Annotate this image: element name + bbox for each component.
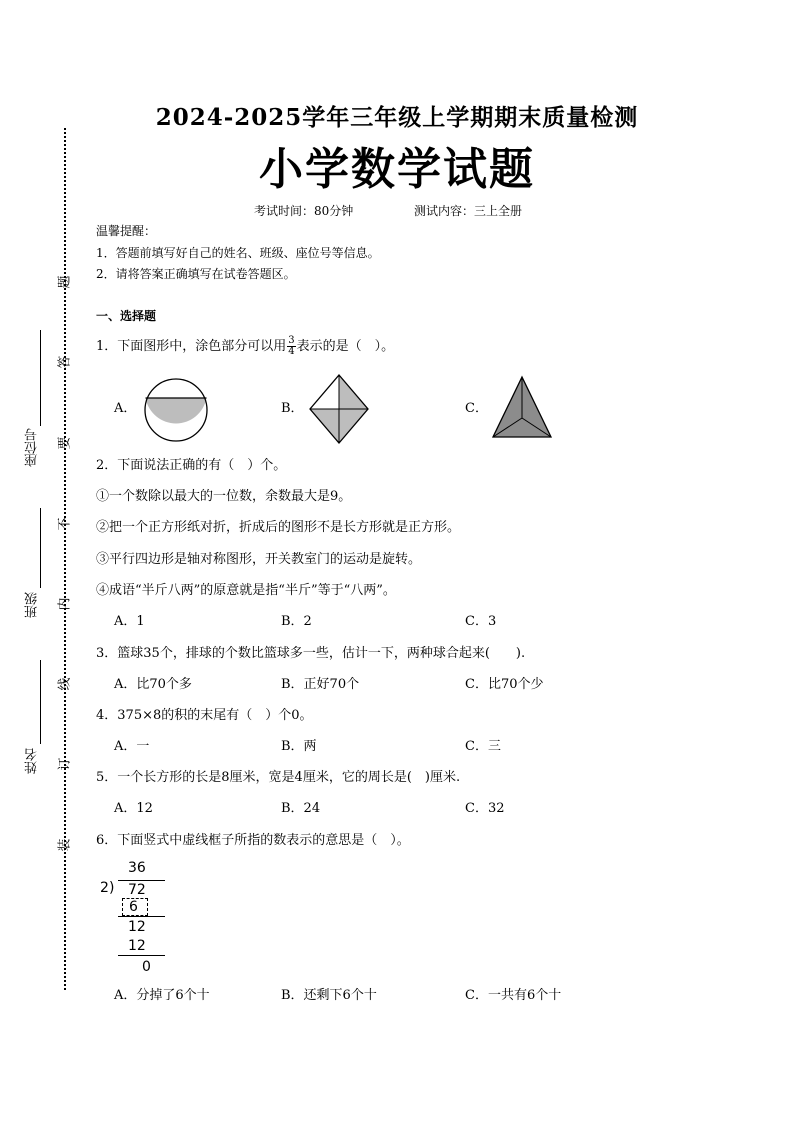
binding-char: 要 [57, 436, 73, 450]
class-blank[interactable] [40, 508, 41, 588]
q2-statement: ①一个数除以最大的一位数，余数最大是9。 [96, 489, 352, 504]
binding-char: 题 [57, 275, 73, 289]
fraction-numerator: 3 [288, 335, 295, 346]
question-1-stem [96, 336, 394, 358]
notice-heading: 温馨提醒： [96, 224, 157, 238]
q1-option-b[interactable]: B． [281, 401, 304, 416]
division-bracket: ) [109, 880, 115, 896]
q5-option-c[interactable]: C．32 [465, 801, 505, 816]
q3-option-a[interactable]: A．比70个多 [114, 677, 192, 692]
circle-figure [142, 378, 210, 442]
question-6-stem: 6．下面竖式中虚线框子所指的数表示的意思是（ ）。 [96, 833, 410, 848]
class-label: 班级 [25, 592, 40, 618]
q2-statement: ③平行四边形是轴对称图形，开关教室门的运动是旋转。 [96, 552, 422, 567]
binding-char: 内 [57, 597, 73, 611]
seat-number-blank[interactable] [40, 330, 41, 426]
binding-dotted-line [64, 128, 66, 990]
q2-option-b[interactable]: B．2 [281, 614, 312, 629]
question-3-stem: 3．篮球35个，排球的个数比篮球多一些，估计一下，两种球合起来( ). [96, 646, 526, 661]
q2-statement: ④成语“半斤八两”的原意就是指“半斤”等于“八两”。 [96, 583, 396, 598]
q1-option-a[interactable]: A． [114, 401, 137, 416]
q3-option-b[interactable]: B．正好70个 [281, 677, 360, 692]
division-line [118, 916, 165, 917]
q5-option-a[interactable]: A．12 [114, 801, 153, 816]
q5-option-b[interactable]: B．24 [281, 801, 321, 816]
division-remainder: 0 [142, 959, 151, 975]
exam-title-line1: 2024-2025学年三年级上学期期末质量检测 [155, 104, 639, 131]
seat-number-label: 座位号 [25, 428, 40, 467]
q6-option-a[interactable]: A．分掉了6个十 [114, 988, 210, 1003]
division-divisor: 2 [100, 880, 109, 896]
q4-option-a[interactable]: A．一 [114, 739, 150, 754]
division-step2: 12 [128, 919, 146, 935]
binding-char: 订 [57, 757, 73, 771]
q2-option-c[interactable]: C．3 [465, 614, 497, 629]
notice-item: 2．请将答案正确填写在试卷答题区。 [96, 267, 296, 281]
division-quotient: 36 [128, 860, 146, 876]
q6-option-c[interactable]: C．一共有6个十 [465, 988, 562, 1003]
binding-char: 答 [57, 355, 73, 369]
name-label: 姓名 [25, 748, 40, 774]
name-blank[interactable] [40, 660, 41, 744]
binding-char: 线 [57, 677, 73, 691]
question-1-stem-after: 表示的是（ ）。 [296, 339, 395, 354]
question-4-stem: 4．375×8的积的末尾有（ ）个0。 [96, 708, 313, 723]
section-heading: 一、选择题 [96, 309, 157, 323]
question-2-stem: 2．下面说法正确的有（ ）个。 [96, 458, 287, 473]
binding-char: 装 [57, 838, 73, 852]
question-1-stem-before: 1．下面图形中，涂色部分可以用 [96, 339, 287, 354]
exam-content: 测试内容：三上全册 [414, 204, 523, 218]
division-bar [118, 880, 165, 881]
division-step3: 12 [128, 938, 146, 954]
rhombus-figure [308, 373, 370, 445]
q4-option-b[interactable]: B．两 [281, 739, 317, 754]
division-step1: 6 [129, 899, 138, 915]
q2-statement: ②把一个正方形纸对折，折成后的图形不是长方形就是正方形。 [96, 520, 461, 535]
q3-option-c[interactable]: C．比70个少 [465, 677, 544, 692]
q2-option-a[interactable]: A．1 [114, 614, 145, 629]
circle-shaded-part [146, 398, 207, 423]
binding-char: 不 [57, 517, 73, 531]
notice-item: 1．答题前填写好自己的姓名、班级、座位号等信息。 [96, 246, 380, 260]
exam-title-main: 小学数学试题 [259, 144, 535, 195]
q4-option-c[interactable]: C．三 [465, 739, 501, 754]
q6-option-b[interactable]: B．还剩下6个十 [281, 988, 377, 1003]
division-dividend: 72 [128, 882, 146, 898]
division-line [118, 955, 165, 956]
long-division [98, 858, 178, 978]
question-5-stem: 5．一个长方形的长是8厘米，宽是4厘米，它的周长是( )厘米. [96, 770, 461, 785]
triangle-figure [490, 374, 554, 440]
exam-time: 考试时间：80分钟 [254, 204, 354, 218]
q1-option-c[interactable]: C． [465, 401, 488, 416]
fraction-three-quarters [287, 336, 295, 357]
fraction-denominator: 4 [288, 346, 295, 357]
